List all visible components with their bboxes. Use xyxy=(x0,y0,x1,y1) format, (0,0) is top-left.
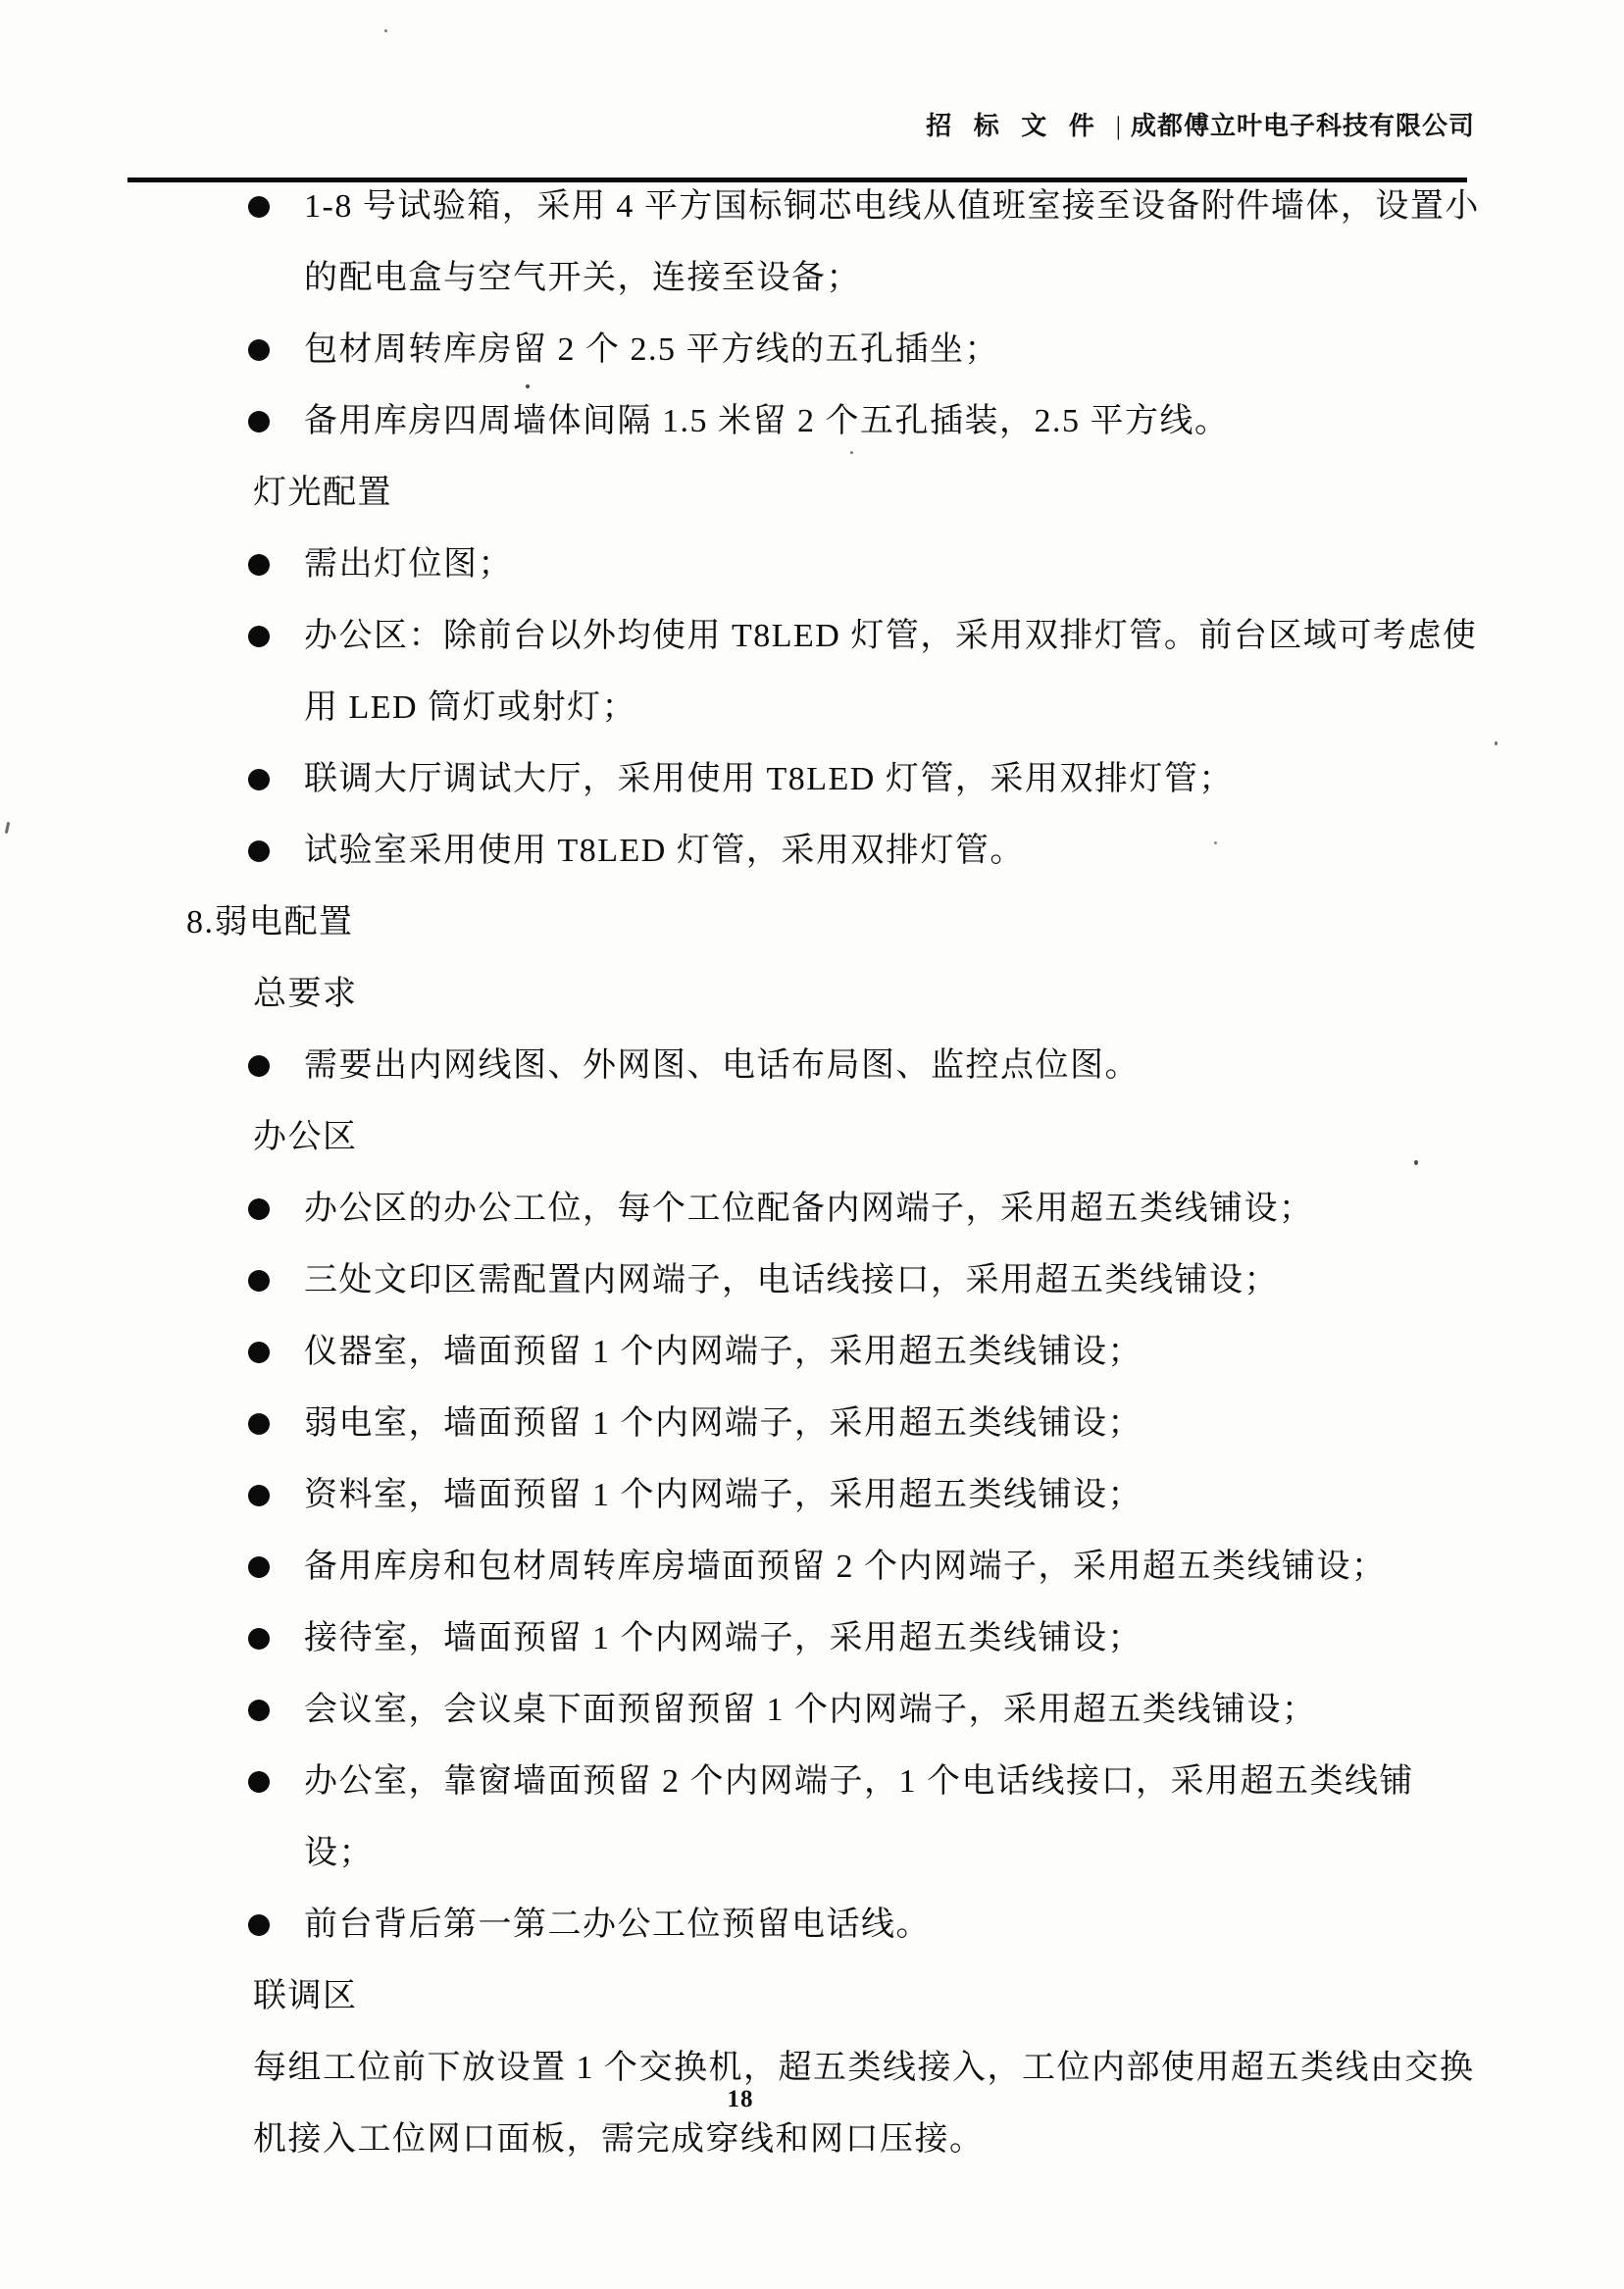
section-heading xyxy=(0,887,1624,958)
bullet-item xyxy=(0,171,1624,314)
paragraph-text: 每组工位前下放设置 1 个交换机，超五类线接入，工位内部使用超五类线由交换机接入工位网口面板，需完成穿线和网口压接。 xyxy=(253,2050,1475,2158)
header-company-name: 成都傅立叶电子科技有限公司 xyxy=(1130,112,1475,140)
scan-artifact xyxy=(1495,741,1497,745)
bullet-item xyxy=(0,1459,1624,1531)
bullet-item xyxy=(0,1674,1624,1746)
bullet-icon xyxy=(248,1628,270,1650)
bullet-text: 试验室采用使用 T8LED 灯管，采用双排灯管。 xyxy=(304,833,1025,869)
bullet-item xyxy=(0,815,1624,887)
bullet-icon xyxy=(248,626,270,647)
scan-artifact xyxy=(526,384,530,388)
bullet-icon xyxy=(248,196,270,218)
bullet-icon xyxy=(248,1055,270,1077)
bullet-text: 资料室，墙面预留 1 个内网端子，采用超五类线铺设； xyxy=(304,1477,1142,1513)
heading-text: 联调区 xyxy=(253,1978,358,2014)
bullet-icon xyxy=(248,1198,270,1220)
bullet-item xyxy=(0,1316,1624,1388)
heading-text: 办公区 xyxy=(253,1119,358,1155)
bullet-text: 办公区：除前台以外均使用 T8LED 灯管，采用双排灯管。前台区域可考虑使用 LED 筒灯或射灯； xyxy=(304,618,1478,726)
scan-artifact xyxy=(384,29,387,32)
bullet-icon xyxy=(248,554,270,576)
bullet-item xyxy=(0,600,1624,743)
bullet-text: 需出灯位图； xyxy=(304,546,513,583)
page-footer xyxy=(0,2086,1481,2113)
sub-heading xyxy=(0,958,1624,1030)
bullet-item xyxy=(0,1245,1624,1316)
bullet-text: 接待室，墙面预留 1 个内网端子，采用超五类线铺设； xyxy=(304,1620,1142,1656)
bullet-item xyxy=(0,385,1624,457)
bullet-item xyxy=(0,1388,1624,1459)
header-doc-label: 招 标 文 件 xyxy=(926,112,1102,140)
bullet-item xyxy=(0,1602,1624,1674)
bullet-item xyxy=(0,1746,1624,1889)
bullet-icon xyxy=(248,1270,270,1292)
bullet-icon xyxy=(248,1771,270,1793)
bullet-text: 包材周转库房留 2 个 2.5 平方线的五孔插坐； xyxy=(304,331,999,368)
bullet-icon xyxy=(248,1342,270,1363)
bullet-icon xyxy=(248,1413,270,1435)
sub-heading xyxy=(0,1101,1624,1173)
sub-heading xyxy=(0,1960,1624,2032)
heading-text: 灯光配置 xyxy=(253,475,392,511)
bullet-icon xyxy=(248,339,270,361)
bullet-icon xyxy=(248,840,270,862)
sub-heading xyxy=(0,457,1624,529)
bullet-icon xyxy=(248,769,270,790)
bullet-text: 会议室，会议桌下面预留预留 1 个内网端子，采用超五类线铺设； xyxy=(304,1692,1317,1728)
scan-artifact xyxy=(1214,841,1217,844)
bullet-icon xyxy=(248,1700,270,1721)
bullet-text: 办公区的办公工位，每个工位配备内网端子，采用超五类线铺设； xyxy=(304,1191,1314,1227)
document-body xyxy=(0,171,1624,2175)
bullet-item xyxy=(0,1173,1624,1245)
bullet-icon xyxy=(248,1914,270,1936)
bullet-text: 前台背后第一第二办公工位预留电话线。 xyxy=(304,1907,931,1943)
page-header xyxy=(926,106,1475,142)
bullet-item xyxy=(0,529,1624,600)
heading-text: 总要求 xyxy=(253,976,358,1012)
bullet-text: 仪器室，墙面预留 1 个内网端子，采用超五类线铺设； xyxy=(304,1334,1142,1370)
header-separator: | xyxy=(1115,112,1121,140)
bullet-text: 备用库房和包材周转库房墙面预留 2 个内网端子，采用超五类线铺设； xyxy=(304,1549,1387,1585)
bullet-item xyxy=(0,743,1624,815)
bullet-text: 三处文印区需配置内网端子，电话线接口，采用超五类线铺设； xyxy=(304,1262,1279,1298)
bullet-icon xyxy=(248,411,270,432)
bullet-icon xyxy=(248,1556,270,1578)
scan-artifact xyxy=(850,451,853,454)
bullet-text: 弱电室，墙面预留 1 个内网端子，采用超五类线铺设； xyxy=(304,1405,1142,1442)
bullet-text: 需要出内网线图、外网图、电话布局图、监控点位图。 xyxy=(304,1047,1140,1084)
bullet-item xyxy=(0,1030,1624,1101)
bullet-text: 备用库房四周墙体间隔 1.5 米留 2 个五孔插装，2.5 平方线。 xyxy=(304,403,1230,439)
section-text: 8.弱电配置 xyxy=(186,904,354,941)
bullet-icon xyxy=(248,1485,270,1506)
page-number: 18 xyxy=(727,2086,754,2112)
bullet-text: 联调大厅调试大厅，采用使用 T8LED 灯管，采用双排灯管； xyxy=(304,761,1234,797)
bullet-item xyxy=(0,314,1624,385)
scan-artifact xyxy=(1414,1160,1418,1165)
bullet-item xyxy=(0,1889,1624,1960)
bullet-text: 1-8 号试验箱，采用 4 平方国标铜芯电线从值班室接至设备附件墙体，设置小的配电盒与空气开关，连接至设备； xyxy=(304,188,1480,296)
bullet-text: 办公室，靠窗墙面预留 2 个内网端子，1 个电话线接口，采用超五类线铺设； xyxy=(304,1763,1414,1871)
bullet-item xyxy=(0,1531,1624,1602)
